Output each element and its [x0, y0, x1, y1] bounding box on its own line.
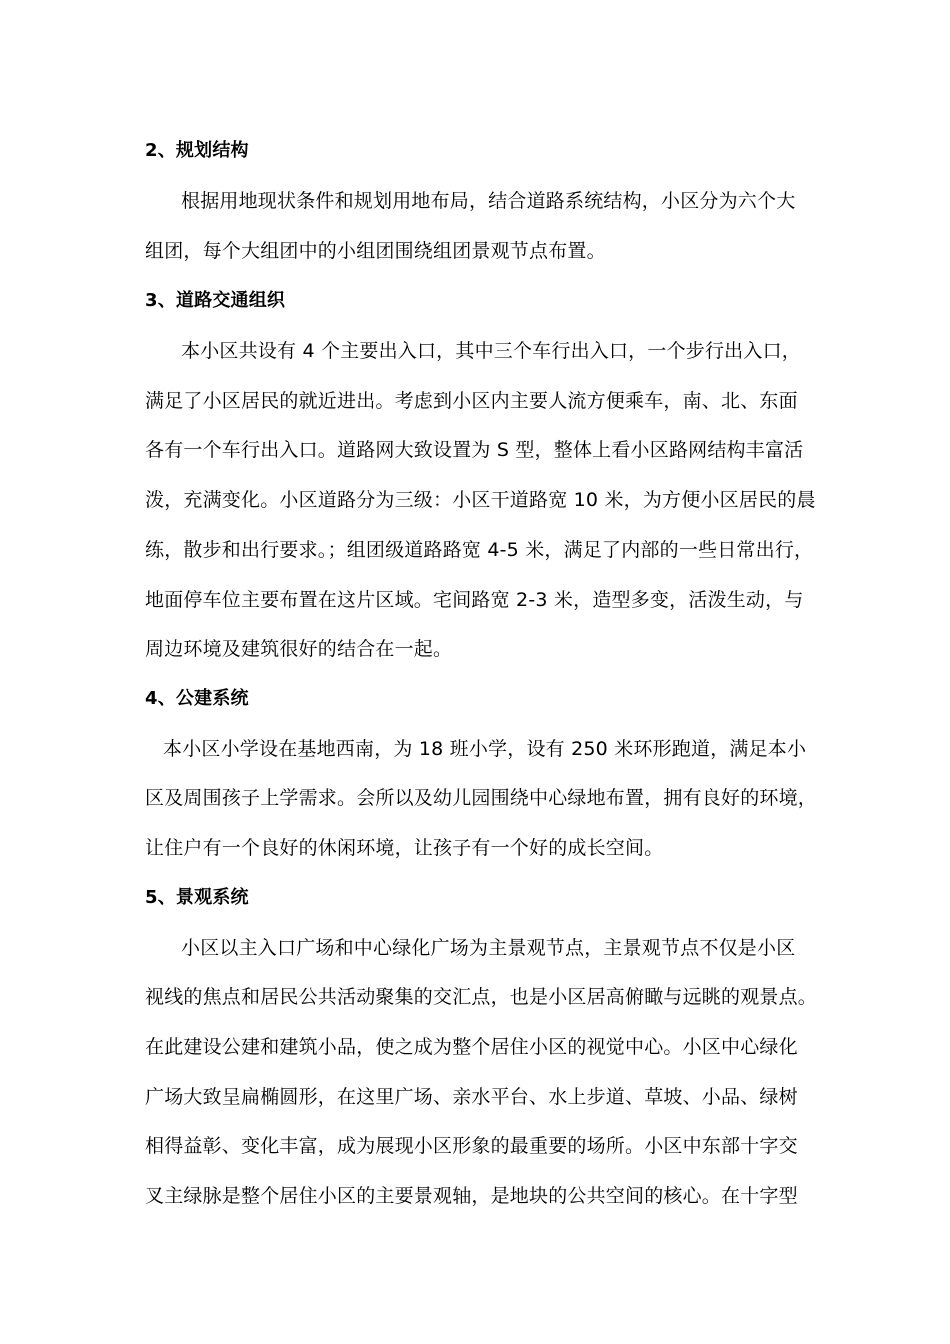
paragraph-line: 满足了小区居民的就近进出。考虑到小区内主要人流方便乘车，南、北、东面 [145, 390, 798, 412]
section-heading-road-traffic: 3、道路交通组织 [145, 290, 286, 311]
paragraph-line: 组团，每个大组团中的小组团围绕组团景观节点布置。 [145, 240, 606, 262]
paragraph-line: 相得益彰、变化丰富，成为展现小区形象的最重要的场所。小区中东部十字交 [145, 1135, 798, 1157]
paragraph-line: 地面停车位主要布置在这片区域。宅间路宽 2-3 米，造型多变，活泼生动，与 [145, 589, 804, 611]
paragraph-line: 让住户有一个良好的休闲环境，让孩子有一个好的成长空间。 [145, 837, 664, 859]
paragraph-line: 视线的焦点和居民公共活动聚集的交汇点，也是小区居高俯瞰与远眺的观景点。 [145, 986, 818, 1008]
paragraph-line: 泼，充满变化。小区道路分为三级：小区干道路宽 10 米，为方便小区居民的晨 [145, 489, 816, 511]
paragraph-line: 在此建设公建和建筑小品，使之成为整个居住小区的视觉中心。小区中心绿化 [145, 1036, 798, 1058]
paragraph-line: 区及周围孩子上学需求。会所以及幼儿园围绕中心绿地布置，拥有良好的环境， [145, 787, 818, 809]
paragraph-line: 本小区小学设在基地西南，为 18 班小学，设有 250 米环形跑道，满足本小 [163, 738, 807, 760]
section-heading-planning-structure: 2、规划结构 [145, 140, 249, 161]
paragraph-line: 练，散步和出行要求。；组团级道路路宽 4-5 米，满足了内部的一些日常出行， [145, 539, 814, 561]
section-heading-public-buildings: 4、公建系统 [145, 688, 249, 709]
paragraph-line: 本小区共设有 4 个主要出入口，其中三个车行出入口，一个步行出入口， [181, 340, 801, 362]
paragraph-line: 周边环境及建筑很好的结合在一起。 [145, 638, 453, 660]
paragraph-line: 小区以主入口广场和中心绿化广场为主景观节点，主景观节点不仅是小区 [181, 937, 796, 959]
paragraph-line: 根据用地现状条件和规划用地布局，结合道路系统结构，小区分为六个大 [181, 190, 796, 212]
paragraph-line: 各有一个车行出入口。道路网大致设置为 S 型，整体上看小区路网结构丰富活 [145, 439, 804, 461]
paragraph-line: 叉主绿脉是整个居住小区的主要景观轴，是地块的公共空间的核心。在十字型 [145, 1185, 798, 1207]
section-heading-landscape: 5、景观系统 [145, 887, 249, 908]
paragraph-line: 广场大致呈扁椭圆形，在这里广场、亲水平台、水上步道、草坡、小品、绿树 [145, 1086, 798, 1108]
